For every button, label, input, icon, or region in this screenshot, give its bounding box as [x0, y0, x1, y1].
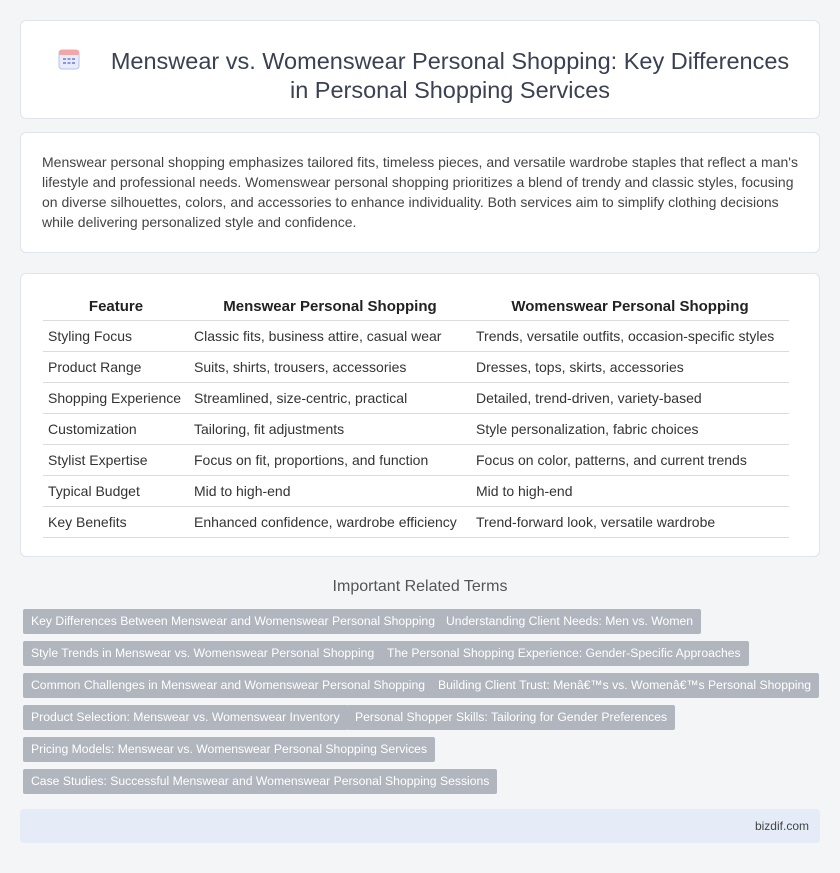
footer: [20, 809, 820, 843]
table-cell: Typical Budget: [43, 475, 189, 506]
table-cell: Focus on color, patterns, and current trends: [471, 444, 789, 475]
table-row: [43, 351, 789, 382]
table-cell: Customization: [43, 413, 189, 444]
comparison-card: [20, 273, 820, 557]
column-header: Womenswear Personal Shopping: [471, 293, 789, 320]
table-cell: Styling Focus: [43, 320, 189, 351]
calendar-icon: [58, 48, 80, 70]
table-cell: Focus on fit, proportions, and function: [189, 444, 471, 475]
column-header: Menswear Personal Shopping: [189, 293, 471, 320]
table-cell: Shopping Experience: [43, 382, 189, 413]
page-title: Menswear vs. Womenswear Personal Shopping: Key Differences in Personal Shopping Services: [110, 48, 790, 103]
table-cell: Detailed, trend-driven, variety-based: [471, 382, 789, 413]
table-cell: Trends, versatile outfits, occasion-specific styles: [471, 320, 789, 351]
table-cell: Style personalization, fabric choices: [471, 413, 789, 444]
table-cell: Mid to high-end: [189, 475, 471, 506]
table-cell: Enhanced confidence, wardrobe efficiency: [189, 506, 471, 537]
related-term-link[interactable]: Understanding Client Needs: Men vs. Women: [438, 609, 701, 634]
related-term-link[interactable]: Building Client Trust: Menâ€™s vs. Womenâ€™s Personal Shopping: [430, 673, 819, 698]
related-term-link[interactable]: Common Challenges in Menswear and Womenswear Personal Shopping: [23, 673, 433, 698]
table-cell: Mid to high-end: [471, 475, 789, 506]
table-row: [43, 475, 789, 506]
related-term-link[interactable]: Product Selection: Menswear vs. Womenswear Inventory: [23, 705, 348, 730]
related-term-link[interactable]: Style Trends in Menswear vs. Womenswear Personal Shopping: [23, 641, 382, 666]
table-cell: Key Benefits: [43, 506, 189, 537]
table-cell: Product Range: [43, 351, 189, 382]
related-term-link[interactable]: Key Differences Between Menswear and Womenswear Personal Shopping: [23, 609, 443, 634]
header-card: [20, 20, 820, 119]
related-term-link[interactable]: Case Studies: Successful Menswear and Womenswear Personal Shopping Sessions: [23, 769, 497, 794]
intro-card: [20, 132, 820, 253]
table-cell: Trend-forward look, versatile wardrobe: [471, 506, 789, 537]
table-cell: Dresses, tops, skirts, accessories: [471, 351, 789, 382]
related-term-link[interactable]: The Personal Shopping Experience: Gender-Specific Approaches: [379, 641, 749, 666]
table-cell: Suits, shirts, trousers, accessories: [189, 351, 471, 382]
table-row: [43, 444, 789, 475]
table-cell: Tailoring, fit adjustments: [189, 413, 471, 444]
footer-site-link[interactable]: bizdif.com: [754, 819, 809, 833]
comparison-table: [43, 293, 789, 538]
related-term-link[interactable]: Pricing Models: Menswear vs. Womenswear Personal Shopping Services: [23, 737, 435, 762]
table-header-row: [43, 293, 789, 320]
table-cell: Classic fits, business attire, casual wear: [189, 320, 471, 351]
related-terms-title: Important Related Terms: [332, 578, 508, 595]
table-row: [43, 506, 789, 537]
table-cell: Streamlined, size-centric, practical: [189, 382, 471, 413]
intro-paragraph: Menswear personal shopping emphasizes tailored fits, timeless pieces, and versatile wardrobe staples that reflect a man's lifestyle and professional needs. Womenswear personal shopping prioritizes a blend of trendy and classic styles, focusing on diverse silhouettes, colors, and accessories to enhance individuality. Both services aim to simplify clothing decisions while delivering personalized style and confidence.: [42, 154, 798, 230]
related-term-link[interactable]: Personal Shopper Skills: Tailoring for Gender Preferences: [347, 705, 675, 730]
table-row: [43, 413, 789, 444]
table-row: [43, 320, 789, 351]
table-row: [43, 382, 789, 413]
table-cell: Stylist Expertise: [43, 444, 189, 475]
column-header: Feature: [43, 293, 189, 320]
